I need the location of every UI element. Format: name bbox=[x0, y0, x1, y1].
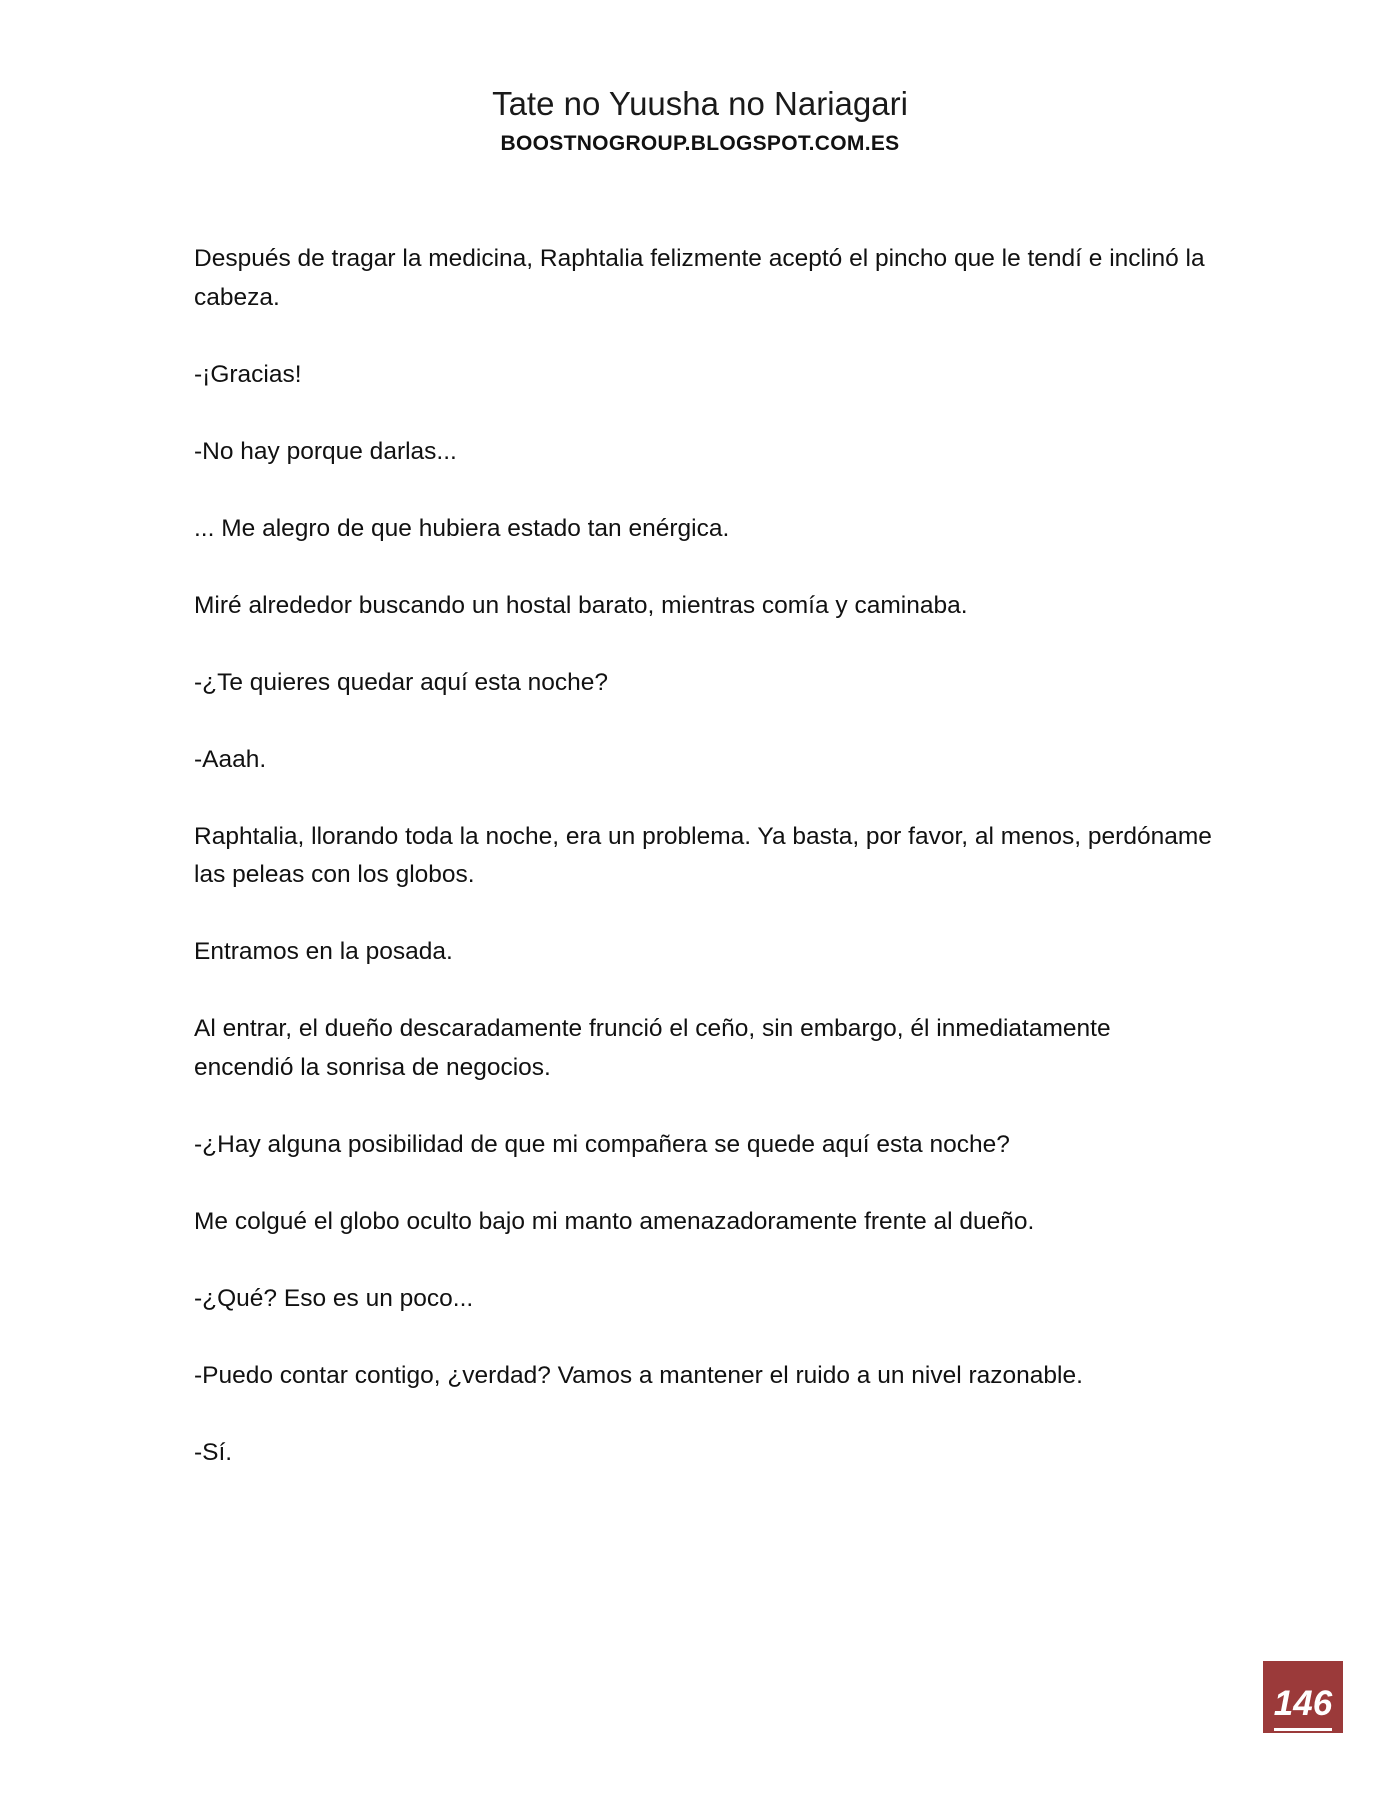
paragraph: -¿Te quieres quedar aquí esta noche? bbox=[194, 668, 609, 696]
paragraph: -¡Gracias! bbox=[194, 360, 302, 388]
page-number: 146 bbox=[1274, 1684, 1332, 1731]
page-header bbox=[0, 84, 1400, 158]
paragraph: -Puedo contar contigo, ¿verdad? Vamos a mantener el ruido a un nivel razonable. bbox=[194, 1361, 1083, 1389]
paragraph: -Sí. bbox=[194, 1438, 233, 1466]
paragraph: Después de tragar la medicina, Raphtalia felizmente aceptó el pincho que le tendí e inclinó la cabeza. bbox=[194, 245, 1205, 311]
paragraph: -No hay porque darlas... bbox=[194, 437, 457, 465]
paragraph: -Aaah. bbox=[194, 745, 267, 773]
body-text bbox=[194, 240, 1214, 1511]
paragraph: Miré alrededor buscando un hostal barato, mientras comía y caminaba. bbox=[194, 591, 968, 619]
paragraph: ... Me alegro de que hubiera estado tan enérgica. bbox=[194, 514, 730, 542]
site-url: BOOSTNOGROUP.BLOGSPOT.COM.ES bbox=[500, 132, 900, 155]
book-title: Tate no Yuusha no Nariagari bbox=[492, 85, 908, 122]
paragraph: Entramos en la posada. bbox=[194, 938, 453, 965]
paragraph: -¿Hay alguna posibilidad de que mi compañera se quede aquí esta noche? bbox=[194, 1130, 1010, 1158]
paragraph: Al entrar, el dueño descaradamente frunció el ceño, sin embargo, él inmediatamente encendió la sonrisa de negocios. bbox=[194, 1015, 1111, 1081]
paragraph: -¿Qué? Eso es un poco... bbox=[194, 1284, 474, 1312]
page-number-badge bbox=[1263, 1661, 1343, 1733]
paragraph: Me colgué el globo oculto bajo mi manto amenazadoramente frente al dueño. bbox=[194, 1207, 1035, 1235]
paragraph: Raphtalia, llorando toda la noche, era un problema. Ya basta, por favor, al menos, perdóname las peleas con los globos. bbox=[194, 822, 1212, 888]
